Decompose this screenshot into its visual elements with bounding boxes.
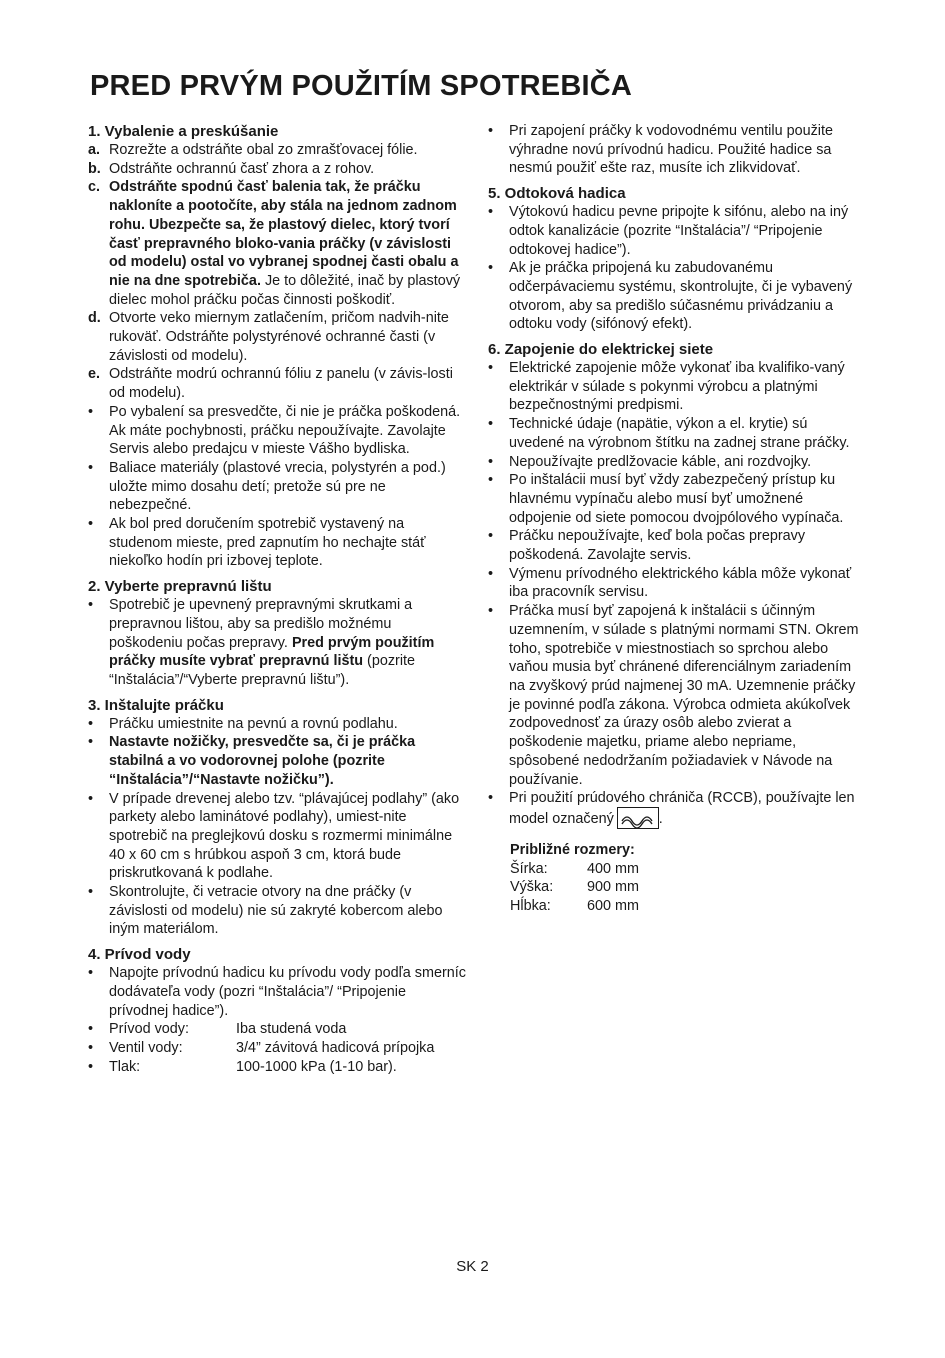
list-item (88, 964, 468, 1020)
list-text: Je to dôležité, inač by plastový dielec mohol práčku počas činnosti poškodiť. (109, 272, 461, 308)
list-text: Po vybalení sa presvedčte, či nie je práčka poškodená. Ak máte pochybnosti, práčku nepoužívajte. Zavolajte Servis alebo predajcu v mieste Vášho bydliska. (109, 403, 461, 458)
list-text-bold: Nastavte nožičky, presvedčte sa, či je práčka stabilná a vo vodorovnej polohe (pozrite “Inštalácia”/“Nastavte nožičku”). (109, 734, 416, 788)
list-item (488, 415, 860, 452)
list-text: V prípade drevenej alebo tzv. “plávajúcej podlahy” (ako parkety alebo laminátové podlahy), umiest-nite spotrebič na preglejkovú dosku s rozmermi minimálne 40 x 60 cm s hrúbkou aspoň 3 cm, ktorá bude priskrutkovaná k podlahe. (109, 790, 460, 882)
list-text: Ak je práčka pripojená ku zabudovanému odčerpávaciemu systému, skontrolujte, či je vybavený otvorom, aby sa predišlo súčasnému privádzaniu a odtoku vody (sifónový efekt). (509, 260, 853, 333)
spec-label: Tlak: (109, 1058, 141, 1075)
section-install (88, 696, 468, 939)
list-text: Pri použití prúdového chrániča (RCCB), používajte len model označený (509, 790, 855, 827)
dimension-value: 600 mm (587, 898, 639, 915)
list-text: Nepoužívajte predlžovacie káble, ani rozdvojky. (509, 453, 812, 470)
list-item (88, 365, 468, 402)
list-item (88, 141, 468, 160)
list-text: Otvorte veko miernym zatlačením, pričom nadvih-nite rukoväť. Odstráňte polystyrénové ochranné časti (v závislosti od modelu). (109, 310, 449, 364)
spec-value: 100-1000 kPa (1-10 bar). (236, 1058, 397, 1075)
list-text: Práčku umiestnite na pevnú a rovnú podlahu. (109, 715, 398, 732)
dimensions-block (488, 841, 860, 916)
bullet: • (488, 204, 494, 221)
section-unpacking (88, 122, 468, 571)
list-item (88, 515, 468, 571)
dimension-row (510, 860, 860, 879)
list-text: Rozrežte a odstráňte obal zo zmrašťovacej fólie. (109, 142, 418, 158)
list-text: Ak bol pred doručením spotrebič vystavený na studenom mieste, pred zapnutím ho nechajte stáť niekoľko hodín pri izbovej teplote. (109, 516, 426, 570)
list-item (88, 790, 468, 884)
bullet: • (488, 123, 494, 139)
bullet: • (88, 516, 94, 533)
list-item (488, 453, 860, 472)
list-item (488, 359, 860, 415)
list-marker: c. (88, 179, 101, 196)
list-item (488, 527, 860, 564)
section-heading: 2. Vyberte prepravnú lištu (88, 578, 272, 596)
list-marker: d. (88, 310, 101, 327)
list-item (88, 309, 468, 365)
list-item (88, 715, 468, 734)
section-water-inlet-cont (488, 122, 860, 178)
bullet: • (488, 453, 494, 470)
bullet: • (88, 403, 94, 420)
bullet: • (488, 472, 494, 489)
bullet: • (488, 565, 494, 582)
list-item (488, 471, 860, 527)
spec-label: Ventil vody: (109, 1039, 183, 1056)
list-text: Práčka musí byť zapojená k inštalácii s účinným uzemnením, v súlade s platnými normami STN. Okrem toho, spotrebiče v miestnostiach so sprchou alebo vaňou musia byť chránené diferenciálnym zariadením na zvyškový prúd najmenej 30 mA. Uzemnenie práčky je povinné podľa zákona. Výrobca odmieta akúkoľvek zodpovednosť za úrazy osôb alebo zvierat a poškodenie majetku, priame alebo nepriame, spôsobené nedodržaním požiadaviek v Návode na používanie. (509, 603, 859, 788)
list-text: Technické údaje (napätie, výkon a el. krytie) sú uvedené na výrobnom štítku na zadnej strane práčky. (509, 416, 850, 451)
dimension-row (510, 878, 860, 897)
bullet: • (488, 528, 494, 545)
section-drain-hose (488, 184, 860, 334)
spec-row (88, 1039, 468, 1058)
list-marker: a. (88, 142, 101, 158)
bullet: • (88, 790, 94, 807)
page-number: SK 2 (456, 1258, 489, 1275)
section-heading: 4. Prívod vody (88, 946, 191, 964)
list-text: . (658, 810, 663, 827)
list-text: Práčku nepoužívajte, keď bola počas prepravy poškodená. Zavolajte servis. (509, 528, 806, 564)
spec-label: Prívod vody: (109, 1021, 189, 1038)
list-text: (pozrite “Inštalácia”/“Vyberte prepravnú lištu”). (109, 653, 416, 688)
list-text: Výmenu prívodného elektrického kábla môže vykonať iba pracovník servisu. (509, 565, 852, 601)
list-marker: b. (88, 160, 101, 177)
bullet: • (88, 1021, 94, 1038)
bullet: • (88, 965, 94, 982)
section-heading: 5. Odtoková hadica (488, 185, 626, 203)
section-heading: 1. Vybalenie a preskúšanie (88, 123, 279, 140)
list-item (488, 203, 860, 259)
dimension-label: Výška: (510, 879, 554, 896)
list-item (88, 596, 468, 690)
list-item (88, 733, 468, 789)
page-title: PRED PRVÝM POUŽITÍM SPOTREBIČA (90, 70, 633, 102)
dimension-value: 400 mm (587, 860, 639, 877)
list-text: Pri zapojení práčky k vodovodnému ventilu použite výhradne novú prívodnú hadicu. Použité hadice sa nesmú použiť ešte raz, musíte ich zlikvidovať. (509, 123, 833, 177)
list-item (88, 883, 468, 939)
list-item (88, 403, 468, 459)
list-item (488, 789, 860, 830)
dimension-row (510, 897, 860, 916)
bullet: • (88, 1039, 94, 1056)
right-column (488, 122, 860, 916)
bullet: • (488, 360, 494, 377)
bullet: • (88, 597, 94, 614)
list-item (488, 565, 860, 602)
list-text: Napojte prívodnú hadicu ku prívodu vody podľa smerníc dodávateľa vody (pozri “Inštalácia”/ “Pripojenie prívodnej hadice”). (109, 965, 466, 1019)
bullet: • (488, 416, 494, 433)
list-item (488, 602, 860, 789)
spec-row (88, 1058, 468, 1077)
list-item (488, 122, 860, 178)
dimensions-heading: Približné rozmery: (510, 841, 635, 858)
list-text-bold: Pred prvým použitím práčky musíte vybrať prepravnú lištu (109, 634, 435, 670)
list-text: Výtokovú hadicu pevne pripojte k sifónu, alebo na iný odtok kanalizácie (pozrite “Inštalácia”/ “Pripojenie odtokovej hadice”). (509, 204, 849, 258)
list-item (88, 178, 468, 309)
section-electrical (488, 340, 860, 830)
section-heading: 3. Inštalujte práčku (88, 696, 224, 714)
list-text: Odstráňte modrú ochrannú fóliu z panelu (v závis-losti od modelu). (109, 366, 453, 402)
bullet: • (88, 734, 94, 751)
list-text: Po inštalácii musí byť vždy zabezpečený prístup ku hlavnému vypínaču alebo musí byť umožnené odpojenie od siete pomocou dvojpólového vypínača. (509, 472, 844, 526)
section-heading: 6. Zapojenie do elektrickej siete (488, 341, 714, 359)
bullet: • (88, 1058, 94, 1075)
list-text: Skontrolujte, či vetracie otvory na dne práčky (v závislosti od modelu) nie sú zakryté kobercom alebo iným materiálom. (109, 884, 443, 938)
list-text: Baliace materiály (plastové vrecia, polystyrén a pod.) uložte mimo dosahu detí; pretože sú pre ne nebezpečné. (109, 459, 446, 514)
list-item (488, 259, 860, 334)
list-text: Odstráňte ochrannú časť zhora a z rohov. (109, 160, 375, 177)
list-text: Elektrické zapojenie môže vykonať iba kvalifiko-vaný elektrikár v súlade s pokynmi výrobcu a platnými bezpečnostnými predpismi. (509, 360, 845, 414)
section-transport-bar (88, 577, 468, 690)
bullet: • (488, 790, 494, 807)
rccb-symbol-icon (617, 807, 659, 829)
bullet: • (88, 715, 94, 732)
spec-value: Iba studená voda (236, 1021, 347, 1038)
spec-row (88, 1020, 468, 1039)
section-water-inlet (88, 945, 468, 1076)
bullet: • (488, 603, 494, 620)
bullet: • (488, 260, 494, 277)
list-item (88, 160, 468, 179)
dimension-label: Hĺbka: (510, 898, 551, 915)
bullet: • (88, 459, 94, 476)
list-text: Spotrebič je upevnený prepravnými skrutkami a prepravnou lištou, aby sa predišlo možnému poškodeniu počas prepravy. (109, 597, 413, 651)
left-column (88, 122, 468, 1082)
list-marker: e. (88, 366, 101, 383)
bullet: • (88, 884, 94, 901)
spec-value: 3/4” závitová hadicová prípojka (236, 1039, 435, 1056)
list-text-bold: Odstráňte spodnú časť balenia tak, že práčku nakloníte a pootočíte, aby stála na jednom zadnom rohu. Ubezpečte sa, že plastový dielec, ktorý tvorí časť prepravného bloko-vania práčky (v závislosti od modelu) ostal vo vybranej spodnej časti obalu a nie na dne spotrebiča. (109, 179, 459, 289)
list-item (88, 459, 468, 515)
dimension-label: Šírka: (510, 860, 548, 877)
dimension-value: 900 mm (587, 879, 639, 896)
